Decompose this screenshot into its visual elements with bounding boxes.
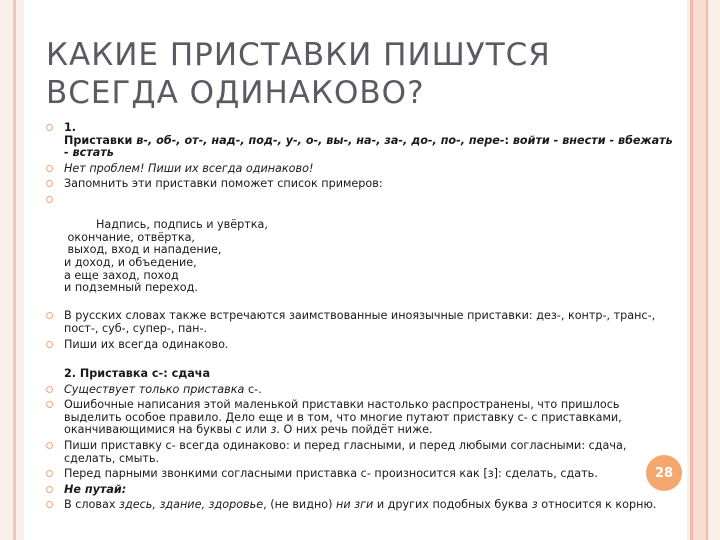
section-2-title: 2. Приставка с-: сдача [64,367,211,381]
bullet-item-2 [46,163,674,176]
right-border-stripe [690,0,708,540]
bullet-8-letter-s: с [235,423,242,437]
bullet-item-11 [46,484,674,497]
bullet-8-end: . О них речь пойдёт ниже. [276,423,433,437]
bullet-circle-icon [46,401,53,408]
title-line-2: ВСЕГДА ОДИНАКОВО? [46,75,425,111]
bullet-9-text: Пиши приставку с- всегда одинаково: и перед гласными, и перед любыми согласными: сдача, сделать, смыть. [64,439,627,465]
bullet-circle-icon [46,180,53,187]
bullet-12-letter-z: з [531,498,538,512]
bullet-item-1 [46,122,674,160]
bullet-circle-icon [46,486,53,493]
bullet-circle-icon [46,165,53,172]
bullet-circle-icon [46,386,53,393]
bullet-8-or: или [241,423,271,437]
bullet-item-12 [46,499,674,512]
bullet-circle-icon [46,501,53,508]
section-2-heading [46,368,674,381]
slide-title [46,36,666,112]
left-border-stripe [13,0,16,540]
bullet-12-mid2: и других подобных буква [373,498,532,512]
page-number-badge: 28 [646,455,682,491]
bullet-8-letter-z: з [270,423,277,437]
bullet-item-5 [46,310,674,335]
bullet-6-text: Пиши их всегда одинаково. [64,337,229,351]
bullet-circle-icon [46,341,53,348]
poem-line-5: а еще заход, поход [64,268,179,282]
bullet-12-end: относится к корню. [537,498,657,512]
bullet-1-prefixes: в-, об-, от-, над-, под-, у-, о-, вы-, на-, за-, до-, по-, пере- [136,133,505,147]
bullet-item-6 [46,339,674,352]
bullet-1-number: 1. [64,121,77,134]
bullet-circle-icon [46,196,53,203]
bullet-item-9 [46,440,674,465]
bullet-1-colon: : [504,133,513,147]
bullet-2-text: Нет проблем! Пиши их всегда одинаково! [64,161,314,175]
bullet-item-3 [46,178,674,191]
bullet-item-10 [46,468,674,481]
poem-line-1: Надпись, подпись и увёртка, [92,218,268,232]
poem-line-3: выход, вход и нападение, [64,243,222,257]
bullet-12-words2: ни зги [336,498,374,512]
bullet-3-text: Запомнить эти приставки поможет список примеров: [64,177,383,191]
bullet-item-8 [46,399,674,437]
bullet-1-lead: Приставки [64,133,137,147]
bullet-item-4-poem [46,194,674,307]
bullet-8-text: Ошибочные написания этой маленькой приставки настолько распространены, что пришлось выделить особое правило. Дело еще и в том, что многие путают приставку с- с приставками, оканчивающимися на буквы [64,398,622,437]
bullet-1-examples: войти - внести - вбежать - встать [64,133,673,160]
bullet-circle-icon [46,470,53,477]
poem-line-2: окончание, отвёртка, [64,230,195,244]
bullet-circle-icon [46,442,53,449]
bullet-10-text: Перед парными звонкими согласными приставка с- произносится как [з]: сделать, сдать. [64,467,598,481]
bullet-circle-icon [46,312,53,319]
slide-content [46,122,674,515]
bullet-7-italic: Существует только приставка [64,382,248,396]
bullet-12-words: здесь, здание, здоровье [119,498,264,512]
bullet-12-lead: В словах [64,498,120,512]
bullet-12-mid: , (не видно) [263,498,337,512]
bullet-5-text: В русских словах также встречаются заимствованные иноязычные приставки: дез-, контр-, транс-, пост-, суб-, супер-, пан-. [64,309,656,335]
bullet-11-text: Не путай: [64,482,127,496]
bullet-circle-icon [46,124,53,131]
bullet-7-tail: с-. [247,382,262,396]
bullet-item-7 [46,384,674,397]
poem-line-4: и доход, и объедение, [64,255,197,269]
title-line-1: КАКИЕ ПРИСТАВКИ ПИШУТСЯ [46,37,551,73]
slide-body [24,0,687,540]
poem-line-6: и подземный переход. [64,281,198,295]
